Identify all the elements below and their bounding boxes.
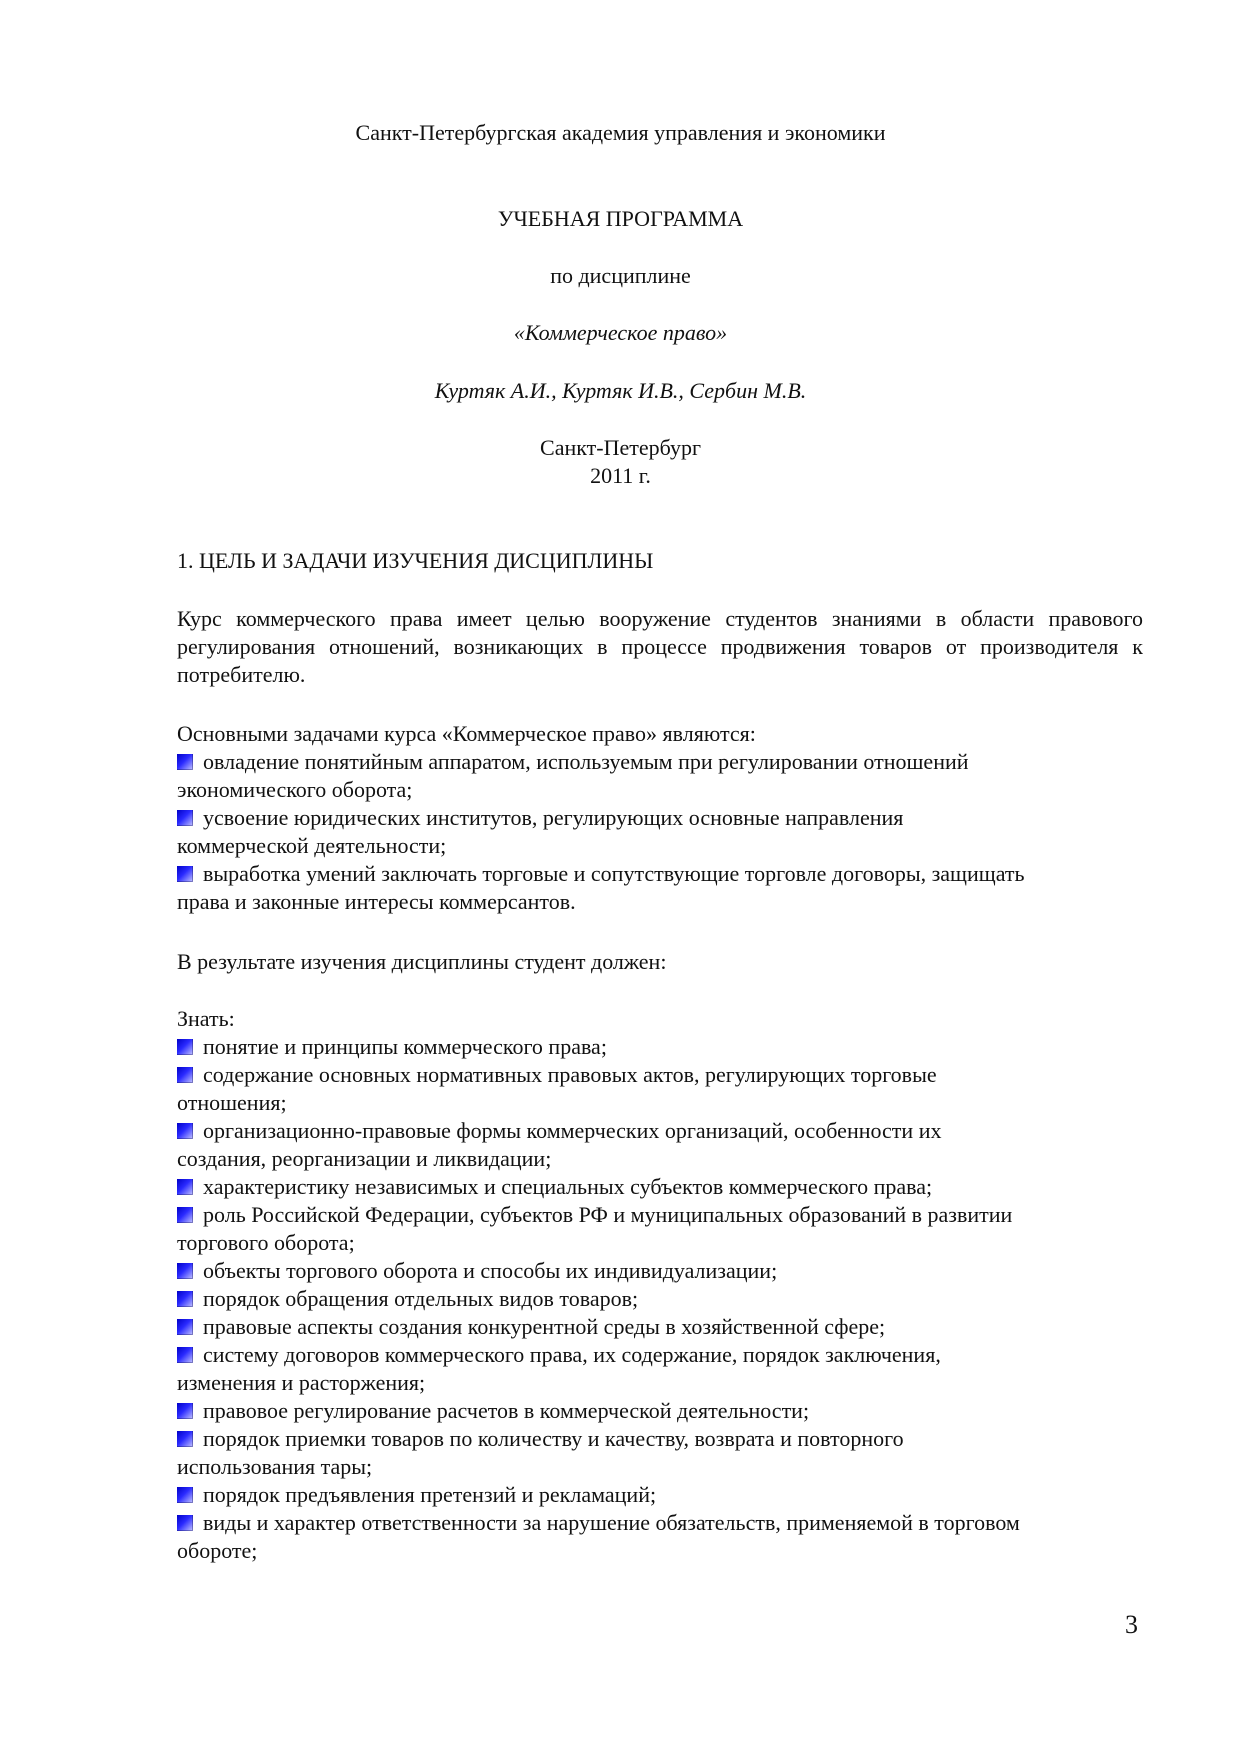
list-item: характеристику независимых и специальных субъектов коммерческого права; — [177, 1173, 1143, 1201]
list-item: порядок предъявления претензий и рекламаций; — [177, 1481, 1143, 1509]
list-item: виды и характер ответственности за нарушение обязательств, применяемой в торговом обороте; — [177, 1510, 1020, 1563]
year: 2011 г. — [590, 463, 651, 488]
tasks-intro: Основными задачами курса «Коммерческое право» являются: — [177, 721, 756, 746]
square-bullet-icon — [177, 1487, 193, 1503]
know-block — [177, 1005, 1143, 1565]
list-item: организационно-правовые формы коммерческих организаций, особенности их создания, реорганизации и ликвидации; — [177, 1118, 942, 1171]
list-item: правовое регулирование расчетов в коммерческой деятельности; — [177, 1397, 1143, 1425]
square-bullet-icon — [177, 1179, 193, 1195]
square-bullet-icon — [177, 1319, 193, 1335]
square-bullet-icon — [177, 1263, 193, 1279]
square-bullet-icon — [177, 1067, 193, 1083]
square-bullet-icon — [177, 1207, 193, 1223]
tasks-block — [177, 720, 1143, 916]
list-item: порядок приемки товаров по количеству и качеству, возврата и повторного использования тары; — [177, 1426, 904, 1479]
list-item: объекты торгового оборота и способы их индивидуализации; — [177, 1257, 1143, 1285]
know-label: Знать: — [177, 1006, 235, 1031]
square-bullet-icon — [177, 1347, 193, 1363]
square-bullet-icon — [177, 1291, 193, 1307]
square-bullet-icon — [177, 1123, 193, 1139]
intro-paragraph: Курс коммерческого права имеет целью вооружение студентов знаниями в области правового регулирования отношений, возникающих в процессе продвижения товаров от производителя к потребителю. — [177, 606, 1143, 687]
discipline-title: «Коммерческое право» — [513, 320, 728, 345]
document-type: УЧЕБНАЯ ПРОГРАММА — [497, 206, 744, 231]
list-item: правовые аспекты создания конкурентной среды в хозяйственной сфере; — [177, 1313, 1143, 1341]
section-heading: 1. ЦЕЛЬ И ЗАДАЧИ ИЗУЧЕНИЯ ДИСЦИПЛИНЫ — [177, 548, 654, 573]
list-item: порядок обращения отдельных видов товаров; — [177, 1285, 1143, 1313]
square-bullet-icon — [177, 754, 193, 770]
city: Санкт-Петербург — [540, 435, 701, 460]
square-bullet-icon — [177, 810, 193, 826]
authors: Куртяк А.И., Куртяк И.В., Сербин М.В. — [434, 378, 807, 403]
square-bullet-icon — [177, 1039, 193, 1055]
page-number: 3 — [1125, 1610, 1138, 1639]
square-bullet-icon — [177, 1431, 193, 1447]
institution-name: Санкт-Петербургская академия управления и экономики — [355, 120, 886, 145]
square-bullet-icon — [177, 866, 193, 882]
list-item: понятие и принципы коммерческого права; — [177, 1033, 1143, 1061]
list-item: выработка умений заключать торговые и сопутствующие торговле договоры, защищать права и законные интересы коммерсантов. — [177, 861, 1025, 914]
square-bullet-icon — [177, 1515, 193, 1531]
list-item: роль Российской Федерации, субъектов РФ и муниципальных образований в развитии торгового оборота; — [177, 1202, 1013, 1255]
result-intro: В результате изучения дисциплины студент должен: — [177, 949, 667, 974]
square-bullet-icon — [177, 1403, 193, 1419]
intro-paragraph-block — [177, 605, 1143, 689]
by-discipline-label: по дисциплине — [550, 263, 691, 288]
list-item: овладение понятийным аппаратом, используемым при регулировании отношений экономического оборота; — [177, 749, 969, 802]
list-item: усвоение юридических институтов, регулирующих основные направления коммерческой деятельности; — [177, 805, 904, 858]
list-item: систему договоров коммерческого права, их содержание, порядок заключения, изменения и расторжения; — [177, 1342, 941, 1395]
list-item: содержание основных нормативных правовых актов, регулирующих торговые отношения; — [177, 1062, 937, 1115]
